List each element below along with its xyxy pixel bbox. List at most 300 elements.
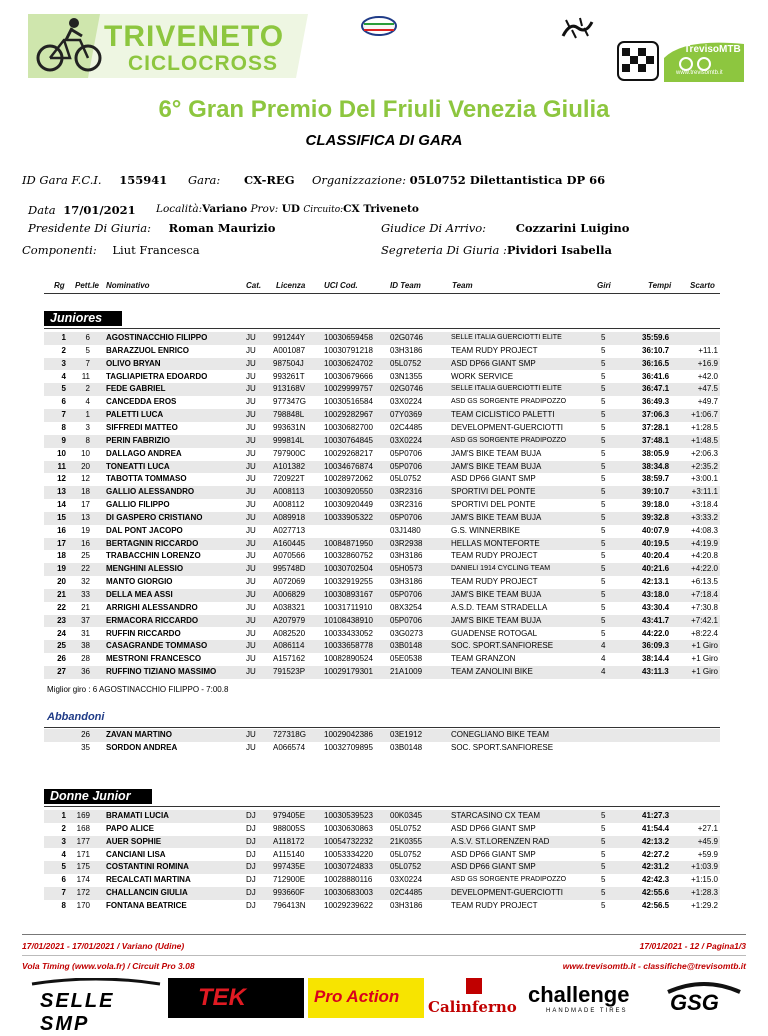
cell-team-id: 02C4485 — [390, 422, 423, 432]
juniores-divider — [44, 328, 720, 329]
cell-team-id: 03R2316 — [390, 500, 423, 510]
cell-category: JU — [246, 500, 256, 510]
cell-time: 43:18.0 — [642, 590, 670, 599]
gara-value: CX-REG — [243, 173, 295, 187]
cell-category: DJ — [246, 823, 256, 833]
cell-team-id: 02G0746 — [390, 384, 423, 394]
cell-name: DI GASPERO CRISTIANO — [106, 512, 203, 522]
cell-team: ASD DP66 GIANT SMP — [451, 358, 536, 368]
cell-bib: 3 — [85, 422, 90, 432]
cell-laps: 5 — [601, 615, 606, 625]
cell-license: A008112 — [273, 500, 305, 510]
cell-bib: 12 — [81, 474, 90, 484]
cell-bib: 26 — [81, 730, 90, 739]
cell-license: A118172 — [273, 836, 305, 846]
cell-team-id: 05L0752 — [390, 823, 422, 833]
cell-team-id: 03H3186 — [390, 577, 423, 587]
cell-name: AGOSTINACCHIO FILIPPO — [106, 333, 208, 342]
cell-rank: 7 — [61, 888, 66, 898]
cell-license: 999814L — [273, 435, 305, 445]
table-row — [44, 550, 720, 563]
section-juniores: Juniores — [44, 311, 122, 326]
cell-rank: 7 — [61, 410, 66, 420]
cell-uci-code: 10082890524 — [324, 654, 373, 664]
presidente-value: Roman Maurizio — [168, 221, 276, 235]
table-row — [44, 810, 720, 823]
cell-team-id: 03J1480 — [390, 525, 421, 535]
cell-rank: 2 — [61, 345, 66, 355]
cell-uci-code: 10030764845 — [324, 435, 373, 445]
cell-time: 43:11.3 — [642, 667, 669, 677]
cell-rank: 17 — [57, 538, 66, 548]
cell-category: DJ — [246, 888, 256, 898]
cell-laps: 5 — [601, 836, 606, 846]
cell-time: 38:59.7 — [642, 474, 670, 484]
cell-bib: 22 — [81, 564, 90, 574]
cell-uci-code: 10030683003 — [324, 888, 373, 898]
cell-time: 40:07.9 — [642, 525, 670, 535]
cell-gap: +3:18.4 — [691, 500, 718, 510]
cell-gap: +1:28.5 — [691, 422, 718, 432]
cell-rank: 8 — [61, 900, 66, 910]
cell-gap: +49.7 — [697, 397, 718, 407]
giudice-label: Giudice Di Arrivo: — [381, 221, 487, 235]
cell-uci-code: 10030679666 — [324, 371, 373, 381]
page-subtitle: CLASSIFICA DI GARA — [305, 132, 463, 149]
cell-bib: 5 — [85, 345, 90, 355]
cell-name: MANTO GIORGIO — [106, 577, 173, 587]
cell-name: ARRIGHI ALESSANDRO — [106, 602, 198, 612]
cell-team: DANIELI 1914 CYCLING TEAM — [451, 565, 551, 573]
cell-license: 993261T — [273, 371, 305, 381]
cell-rank: 20 — [57, 577, 66, 587]
cell-gap: +1 Giro — [691, 641, 718, 651]
cell-team: TEAM RUDY PROJECT — [451, 900, 538, 910]
footer-contact[interactable]: www.trevisomtb.it - classifiche@trevisomtb.it — [562, 961, 746, 971]
cell-uci-code: 10033905322 — [324, 512, 373, 522]
cell-bib: 28 — [81, 654, 90, 664]
cell-license: 977347G — [273, 397, 306, 407]
cell-name: CHALLANCIN GIULIA — [106, 888, 188, 898]
cell-name: COSTANTINI ROMINA — [106, 862, 189, 872]
componenti-label: Componenti: — [22, 243, 97, 257]
cell-team-id: 03R2938 — [390, 538, 423, 548]
cell-team-id: 02C4485 — [390, 888, 423, 898]
cell-license: A038321 — [273, 602, 306, 612]
col-idteam: ID Team — [390, 281, 421, 290]
org-line — [312, 173, 605, 187]
cell-time: 42:56.5 — [642, 900, 670, 910]
cell-bib: 169 — [76, 811, 90, 820]
cell-rank: 25 — [57, 641, 66, 651]
cell-time: 42:13.1 — [642, 577, 670, 587]
table-row — [44, 576, 720, 589]
cell-team: SOC. SPORT.SANFIORESE — [451, 742, 554, 752]
cell-uci-code: 10030659458 — [324, 333, 373, 342]
cell-gap: +45.9 — [697, 836, 718, 846]
cell-team-id: 03R2316 — [390, 487, 423, 497]
cell-bib: 31 — [81, 628, 90, 638]
cell-rank: 5 — [61, 384, 66, 394]
best-lap: Miglior giro : 6 AGOSTINACCHIO FILIPPO - 7:00.8 — [47, 685, 229, 694]
cell-license: 997435E — [273, 862, 306, 872]
cell-team: TEAM RUDY PROJECT — [451, 345, 538, 355]
cell-team-id: 03B0148 — [390, 742, 423, 752]
footer-timing: Vola Timing (www.vola.fr) / Circuit Pro 3.08 — [22, 961, 195, 971]
cell-name: OLIVO BRYAN — [106, 358, 161, 368]
cell-category: JU — [246, 590, 256, 599]
cell-team: G.S. WINNERBIKE — [451, 525, 520, 535]
cell-uci-code: 10030920449 — [324, 500, 373, 510]
cell-bib: 10 — [81, 448, 90, 458]
cell-bib: 36 — [81, 667, 90, 677]
cell-category: JU — [246, 461, 256, 471]
cell-uci-code: 10030893167 — [324, 590, 373, 599]
cell-bib: 174 — [76, 875, 90, 885]
cell-team: JAM'S BIKE TEAM BUJA — [451, 590, 542, 599]
cell-bib: 168 — [76, 823, 90, 833]
cell-uci-code: 10030630863 — [324, 823, 373, 833]
sponsor-url[interactable]: www.trevisomtb.it — [676, 70, 723, 76]
cell-gap: +7:42.1 — [691, 615, 718, 625]
cell-category: JU — [246, 487, 256, 497]
cell-category: JU — [246, 654, 256, 664]
cell-team-id: 03G0273 — [390, 628, 423, 638]
cell-team: JAM'S BIKE TEAM BUJA — [451, 461, 542, 471]
cell-bib: 177 — [76, 836, 90, 846]
table-row — [44, 461, 720, 474]
cell-bib: 38 — [81, 641, 90, 651]
footer-divider-2 — [22, 955, 746, 956]
cell-uci-code: 10084871950 — [324, 538, 373, 548]
localita-label: Località: — [156, 203, 203, 215]
col-rg: Rg — [54, 281, 65, 290]
cell-time: 40:19.5 — [642, 538, 670, 548]
cell-license: A101382 — [273, 461, 306, 471]
cell-rank: 21 — [57, 590, 66, 599]
cell-uci-code: 10032709895 — [324, 742, 373, 752]
table-row — [44, 874, 720, 887]
cell-gap: +6:13.5 — [691, 577, 718, 587]
cell-laps: 5 — [601, 371, 606, 381]
cell-category: JU — [246, 641, 256, 651]
cell-category: DJ — [246, 900, 256, 910]
cell-laps: 4 — [601, 641, 606, 651]
table-row — [44, 512, 720, 525]
cell-uci-code: 10030624702 — [324, 358, 373, 368]
table-row — [44, 448, 720, 461]
org-label: Organizzazione: — [312, 173, 406, 187]
cell-uci-code: 10032919255 — [324, 577, 373, 587]
cell-license: 913168V — [273, 384, 306, 394]
cell-bib: 17 — [81, 500, 90, 510]
cell-category: JU — [246, 615, 256, 625]
cell-category: JU — [246, 512, 256, 522]
cell-team-id: 03H3186 — [390, 900, 423, 910]
gara-line — [188, 173, 295, 187]
cell-team-id: 03H3186 — [390, 551, 423, 561]
data-value: 17/01/2021 — [63, 203, 136, 217]
table-row — [44, 525, 720, 538]
gecko-icon — [560, 16, 594, 42]
cell-license: 727318G — [273, 730, 306, 739]
cell-team-id: 05L0752 — [390, 862, 422, 872]
cell-category: DJ — [246, 875, 256, 885]
cell-category: JU — [246, 577, 256, 587]
table-row — [44, 332, 720, 345]
cell-rank: 24 — [57, 628, 66, 638]
race-id-line — [22, 173, 167, 187]
cell-name: CANCIANI LISA — [106, 849, 166, 859]
cell-category: JU — [246, 448, 256, 458]
cell-uci-code: 10034676874 — [324, 461, 373, 471]
cell-category: JU — [246, 474, 256, 484]
cell-category: JU — [246, 730, 256, 739]
cell-category: JU — [246, 551, 256, 561]
cell-laps: 5 — [601, 564, 606, 574]
cell-uci-code: 10029282967 — [324, 410, 373, 420]
cell-rank: 6 — [61, 397, 66, 407]
cell-rank: 12 — [57, 474, 66, 484]
cell-team-id: 21A1009 — [390, 667, 423, 677]
table-row — [44, 499, 720, 512]
table-row — [44, 435, 720, 448]
cell-laps: 5 — [601, 512, 606, 522]
cell-team-id: 08X3254 — [390, 602, 423, 612]
cell-license: 995748D — [273, 564, 306, 574]
cell-name: BRAMATI LUCIA — [106, 811, 169, 820]
sponsor-tek-text: TEK — [198, 984, 246, 1011]
cell-team: HELLAS MONTEFORTE — [451, 538, 540, 548]
cell-gap: +4:22.0 — [691, 564, 718, 574]
table-row — [44, 473, 720, 486]
cell-uci-code: 10028880116 — [324, 875, 373, 885]
cell-team: SELLE ITALIA GUERCIOTTI ELITE — [451, 334, 562, 341]
cell-license: 988005S — [273, 823, 306, 833]
cell-team-id: 05L0752 — [390, 474, 422, 484]
cell-laps: 5 — [601, 448, 606, 458]
cell-team: ASD DP66 GIANT SMP — [451, 849, 536, 859]
componenti-line — [22, 243, 200, 257]
cell-team-id: 05P0706 — [390, 615, 423, 625]
cell-team: JAM'S BIKE TEAM BUJA — [451, 448, 542, 458]
cell-team-id: 05P0706 — [390, 512, 423, 522]
table-row — [44, 729, 720, 742]
cell-gap: +2:35.2 — [691, 461, 718, 471]
footer-date: 17/01/2021 - 17/01/2021 / Variano (Udine) — [22, 941, 185, 951]
cell-license: A207979 — [273, 615, 306, 625]
componenti-value: Liut Francesca — [112, 243, 200, 257]
cell-rank: 26 — [57, 654, 66, 664]
cell-name: SIFFREDI MATTEO — [106, 422, 178, 432]
cell-time: 36:16.5 — [642, 358, 670, 368]
cell-team: WORK SERVICE — [451, 371, 514, 381]
cell-name: DALLAGO ANDREA — [106, 448, 182, 458]
cell-license: A008113 — [273, 487, 305, 497]
cell-laps: 5 — [601, 461, 606, 471]
table-row — [44, 371, 720, 384]
cell-laps: 5 — [601, 538, 606, 548]
cell-name: GALLIO FILIPPO — [106, 500, 170, 510]
brand-subtitle: CICLOCROSS — [128, 52, 279, 75]
col-licenza: Licenza — [276, 281, 306, 290]
cell-name: SORDON ANDREA — [106, 742, 178, 752]
cell-uci-code: 10030724833 — [324, 862, 373, 872]
cell-team: SPORTIVI DEL PONTE — [451, 500, 536, 510]
cell-uci-code: 10029179301 — [324, 667, 373, 677]
gara-label: Gara: — [188, 173, 221, 187]
circuito-label: Circuito: — [303, 205, 344, 215]
cell-license: A001087 — [273, 345, 306, 355]
cell-gap: +4:20.8 — [691, 551, 718, 561]
cell-gap: +4:08.3 — [691, 525, 718, 535]
cell-uci-code: 10033433052 — [324, 628, 373, 638]
cell-rank: 2 — [61, 823, 66, 833]
cell-time: 39:18.0 — [642, 500, 670, 510]
cell-name: TONEATTI LUCA — [106, 461, 170, 471]
cell-bib: 33 — [81, 590, 90, 599]
cyclist-icon — [34, 14, 104, 78]
cell-name: CANCEDDA EROS — [106, 397, 177, 407]
cell-team: ASD GS SORGENTE PRADIPOZZO — [451, 398, 567, 406]
table-row — [44, 628, 720, 641]
cell-gap: +3:11.1 — [691, 487, 718, 497]
cell-uci-code: 10029268217 — [324, 448, 373, 458]
cell-team: JAM'S BIKE TEAM BUJA — [451, 512, 542, 522]
cell-time: 42:31.2 — [642, 862, 670, 872]
cell-gap: +1:28.3 — [691, 888, 718, 898]
cell-rank: 4 — [61, 371, 66, 381]
cell-laps: 5 — [601, 628, 606, 638]
cell-name: PAPO ALICE — [106, 823, 155, 833]
sponsor-gsg — [664, 978, 744, 1018]
cell-team-id: 03X0224 — [390, 397, 423, 407]
race-flag-badge-icon — [612, 38, 664, 84]
cell-gap: +7:18.4 — [691, 590, 718, 599]
col-tempi: Tempi — [648, 281, 672, 290]
footer-divider — [22, 934, 746, 935]
cell-bib: 6 — [85, 333, 90, 342]
table-row — [44, 589, 720, 602]
prov-label: Prov: — [250, 203, 279, 215]
cell-rank: 1 — [61, 811, 66, 820]
cell-license: 791523P — [273, 667, 306, 677]
cell-laps: 5 — [601, 410, 606, 420]
presidente-line — [28, 221, 275, 235]
cell-gap: +4:19.9 — [691, 538, 718, 548]
cell-bib: 18 — [81, 487, 90, 497]
table-row — [44, 742, 720, 755]
cell-category: JU — [246, 345, 256, 355]
cell-time: 38:05.9 — [642, 448, 670, 458]
cell-license: A070566 — [273, 551, 306, 561]
cell-team-id: 03X0224 — [390, 875, 423, 885]
cell-team: ASD DP66 GIANT SMP — [451, 474, 536, 484]
cell-team: TEAM CICLISTICO PALETTI — [451, 410, 555, 420]
col-scarto: Scarto — [690, 281, 715, 290]
cell-name: DELLA MEA ASSI — [106, 590, 173, 599]
cell-team-id: 03H3186 — [390, 345, 423, 355]
cell-team: TEAM GRANZON — [451, 654, 516, 664]
cell-license: A006829 — [273, 590, 306, 599]
cell-gap: +1 Giro — [691, 667, 718, 677]
abbandoni-divider — [44, 727, 720, 728]
cell-uci-code: 10030682700 — [324, 422, 373, 432]
cell-laps: 5 — [601, 577, 606, 587]
cell-license: A082520 — [273, 628, 306, 638]
section-donne-junior: Donne Junior — [44, 789, 152, 804]
cell-time: 36:49.3 — [642, 397, 670, 407]
cell-rank: 22 — [57, 602, 66, 612]
col-pett: Pett.le — [75, 281, 100, 290]
id-label: ID Gara F.C.I. — [22, 173, 102, 187]
table-row — [44, 383, 720, 396]
data-label: Data — [28, 203, 56, 217]
cell-time: 43:41.7 — [642, 615, 670, 625]
cell-laps: 5 — [601, 875, 606, 885]
cell-category: JU — [246, 384, 256, 394]
cell-time: 37:28.1 — [642, 422, 670, 432]
cell-uci-code: 10028972062 — [324, 474, 373, 484]
cell-name: TRABACCHIN LORENZO — [106, 551, 201, 561]
cell-bib: 37 — [81, 615, 90, 625]
cell-bib: 35 — [81, 742, 90, 752]
cell-rank: 19 — [57, 564, 66, 574]
col-team: Team — [452, 281, 473, 290]
cell-license: 712900E — [273, 875, 306, 885]
cell-license: 798848L — [273, 410, 305, 420]
cell-name: MESTRONI FRANCESCO — [106, 654, 202, 664]
table-row — [44, 615, 720, 628]
cell-category: JU — [246, 371, 256, 381]
cell-time: 36:41.6 — [642, 371, 670, 381]
sponsor-proaction-text: Pro Action — [314, 987, 400, 1006]
cell-license: A086114 — [273, 641, 305, 651]
cell-laps: 5 — [601, 358, 606, 368]
header-divider — [44, 293, 720, 294]
cell-rank: 16 — [57, 525, 66, 535]
cell-team-id: 05H0573 — [390, 564, 423, 574]
cell-laps: 5 — [601, 525, 606, 535]
cell-bib: 4 — [85, 397, 90, 407]
cell-rank: 18 — [57, 551, 66, 561]
brand-title: TRIVENETO — [104, 20, 285, 53]
cell-category: JU — [246, 602, 256, 612]
cell-bib: 32 — [81, 577, 90, 587]
cell-team: SPORTIVI DEL PONTE — [451, 487, 536, 497]
cell-name: MENGHINI ALESSIO — [106, 564, 184, 574]
donne-divider — [44, 806, 720, 807]
sponsor-calinferno-text: Calinferno — [428, 998, 517, 1016]
cell-time: 36:47.1 — [642, 384, 670, 394]
cell-team-id: 02G0746 — [390, 333, 423, 342]
prov-value: UD — [281, 203, 300, 215]
cell-gap: +27.1 — [697, 823, 718, 833]
cell-team: CONEGLIANO BIKE TEAM — [451, 730, 550, 739]
cell-laps: 5 — [601, 900, 606, 910]
sponsor-challenge — [526, 978, 658, 1018]
calinferno-crest-icon — [466, 978, 482, 994]
cell-time: 35:59.6 — [642, 333, 670, 342]
cell-uci-code: 10030516584 — [324, 397, 373, 407]
cell-laps: 4 — [601, 654, 606, 664]
cell-team: SOC. SPORT.SANFIORESE — [451, 641, 554, 651]
cell-category: JU — [246, 410, 256, 420]
cell-bib: 21 — [81, 602, 90, 612]
cell-bib: 170 — [76, 900, 90, 910]
cell-name: AUER SOPHIE — [106, 836, 162, 846]
cell-name: RECALCATI MARTINA — [106, 875, 191, 885]
